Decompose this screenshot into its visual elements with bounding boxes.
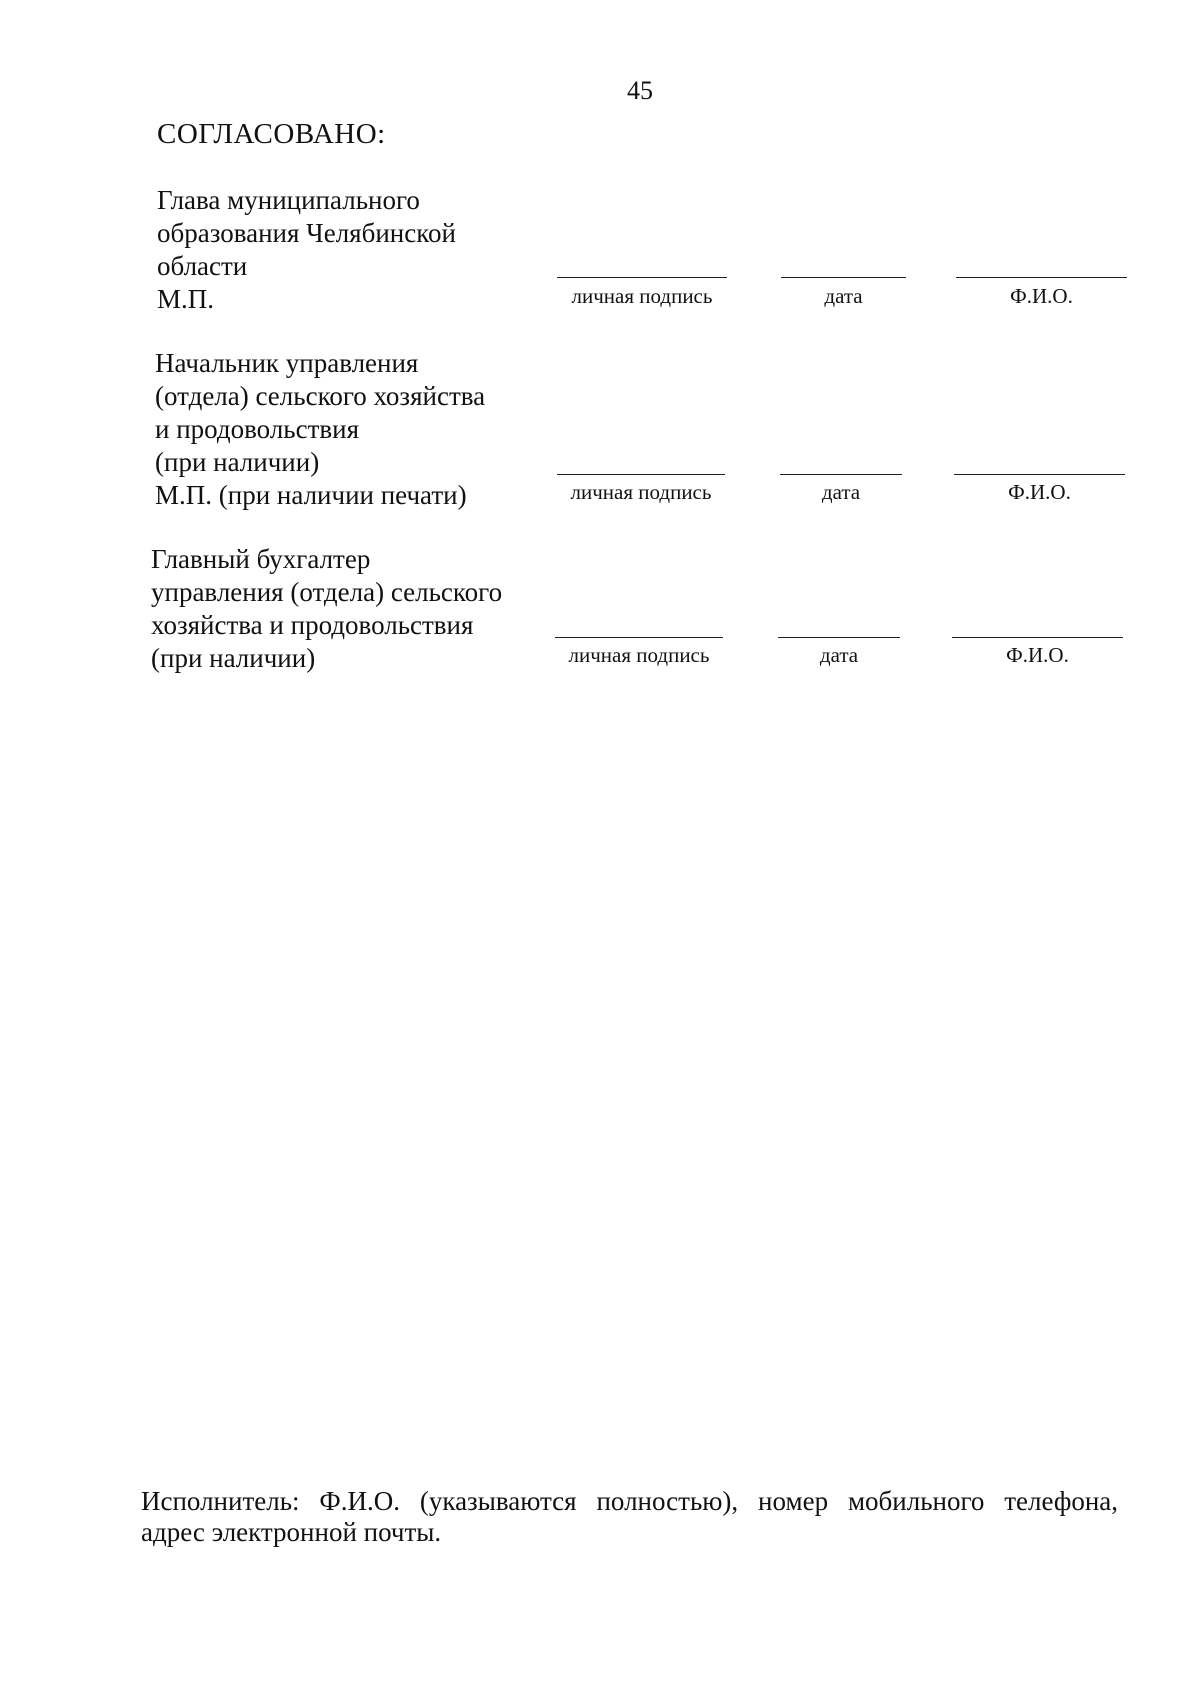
name-caption: Ф.И.О.	[1006, 643, 1069, 667]
title-line: хозяйства и продовольствия	[151, 610, 474, 640]
title-line: области	[157, 251, 248, 281]
date-line	[780, 474, 902, 475]
signature-line	[557, 474, 725, 475]
name-line	[956, 277, 1127, 278]
title-line: Главный бухгалтер	[151, 544, 371, 574]
title-line: М.П. (при наличии печати)	[155, 480, 467, 510]
title-line: и продовольствия	[155, 414, 360, 444]
signature-line	[557, 277, 727, 278]
title-line: Глава муниципального	[157, 185, 420, 215]
title-line: Начальник управления	[155, 348, 419, 378]
page-number: 45	[627, 76, 653, 105]
title-line: М.П.	[157, 284, 215, 314]
signatory-title	[157, 184, 456, 316]
name-line	[954, 474, 1125, 475]
title-line: (при наличии)	[151, 643, 316, 673]
executor-note	[141, 1486, 1118, 1548]
date-line	[778, 637, 900, 638]
date-caption: дата	[819, 643, 859, 667]
executor-note-line: Исполнитель: Ф.И.О. (указываются полностью), номер мобильного телефона,	[141, 1486, 1118, 1516]
signature-caption: личная подпись	[570, 480, 712, 504]
name-caption: Ф.И.О.	[1008, 480, 1071, 504]
approval-heading: СОГЛАСОВАНО:	[157, 118, 386, 150]
date-line	[781, 277, 906, 278]
name-caption: Ф.И.О.	[1010, 284, 1073, 308]
signature-line	[555, 637, 723, 638]
date-caption: дата	[821, 480, 861, 504]
executor-note-line: адрес электронной почты.	[141, 1517, 442, 1547]
title-line: (отдела) сельского хозяйства	[155, 381, 486, 411]
signatory-title	[151, 543, 502, 675]
title-line: (при наличии)	[155, 447, 320, 477]
title-line: управления (отдела) сельского	[151, 577, 503, 607]
name-line	[952, 637, 1123, 638]
date-caption: дата	[824, 284, 863, 308]
title-line: образования Челябинской	[157, 218, 456, 248]
signature-caption: личная подпись	[568, 643, 710, 667]
signatory-title	[155, 347, 485, 512]
signature-caption: личная подпись	[571, 284, 713, 308]
